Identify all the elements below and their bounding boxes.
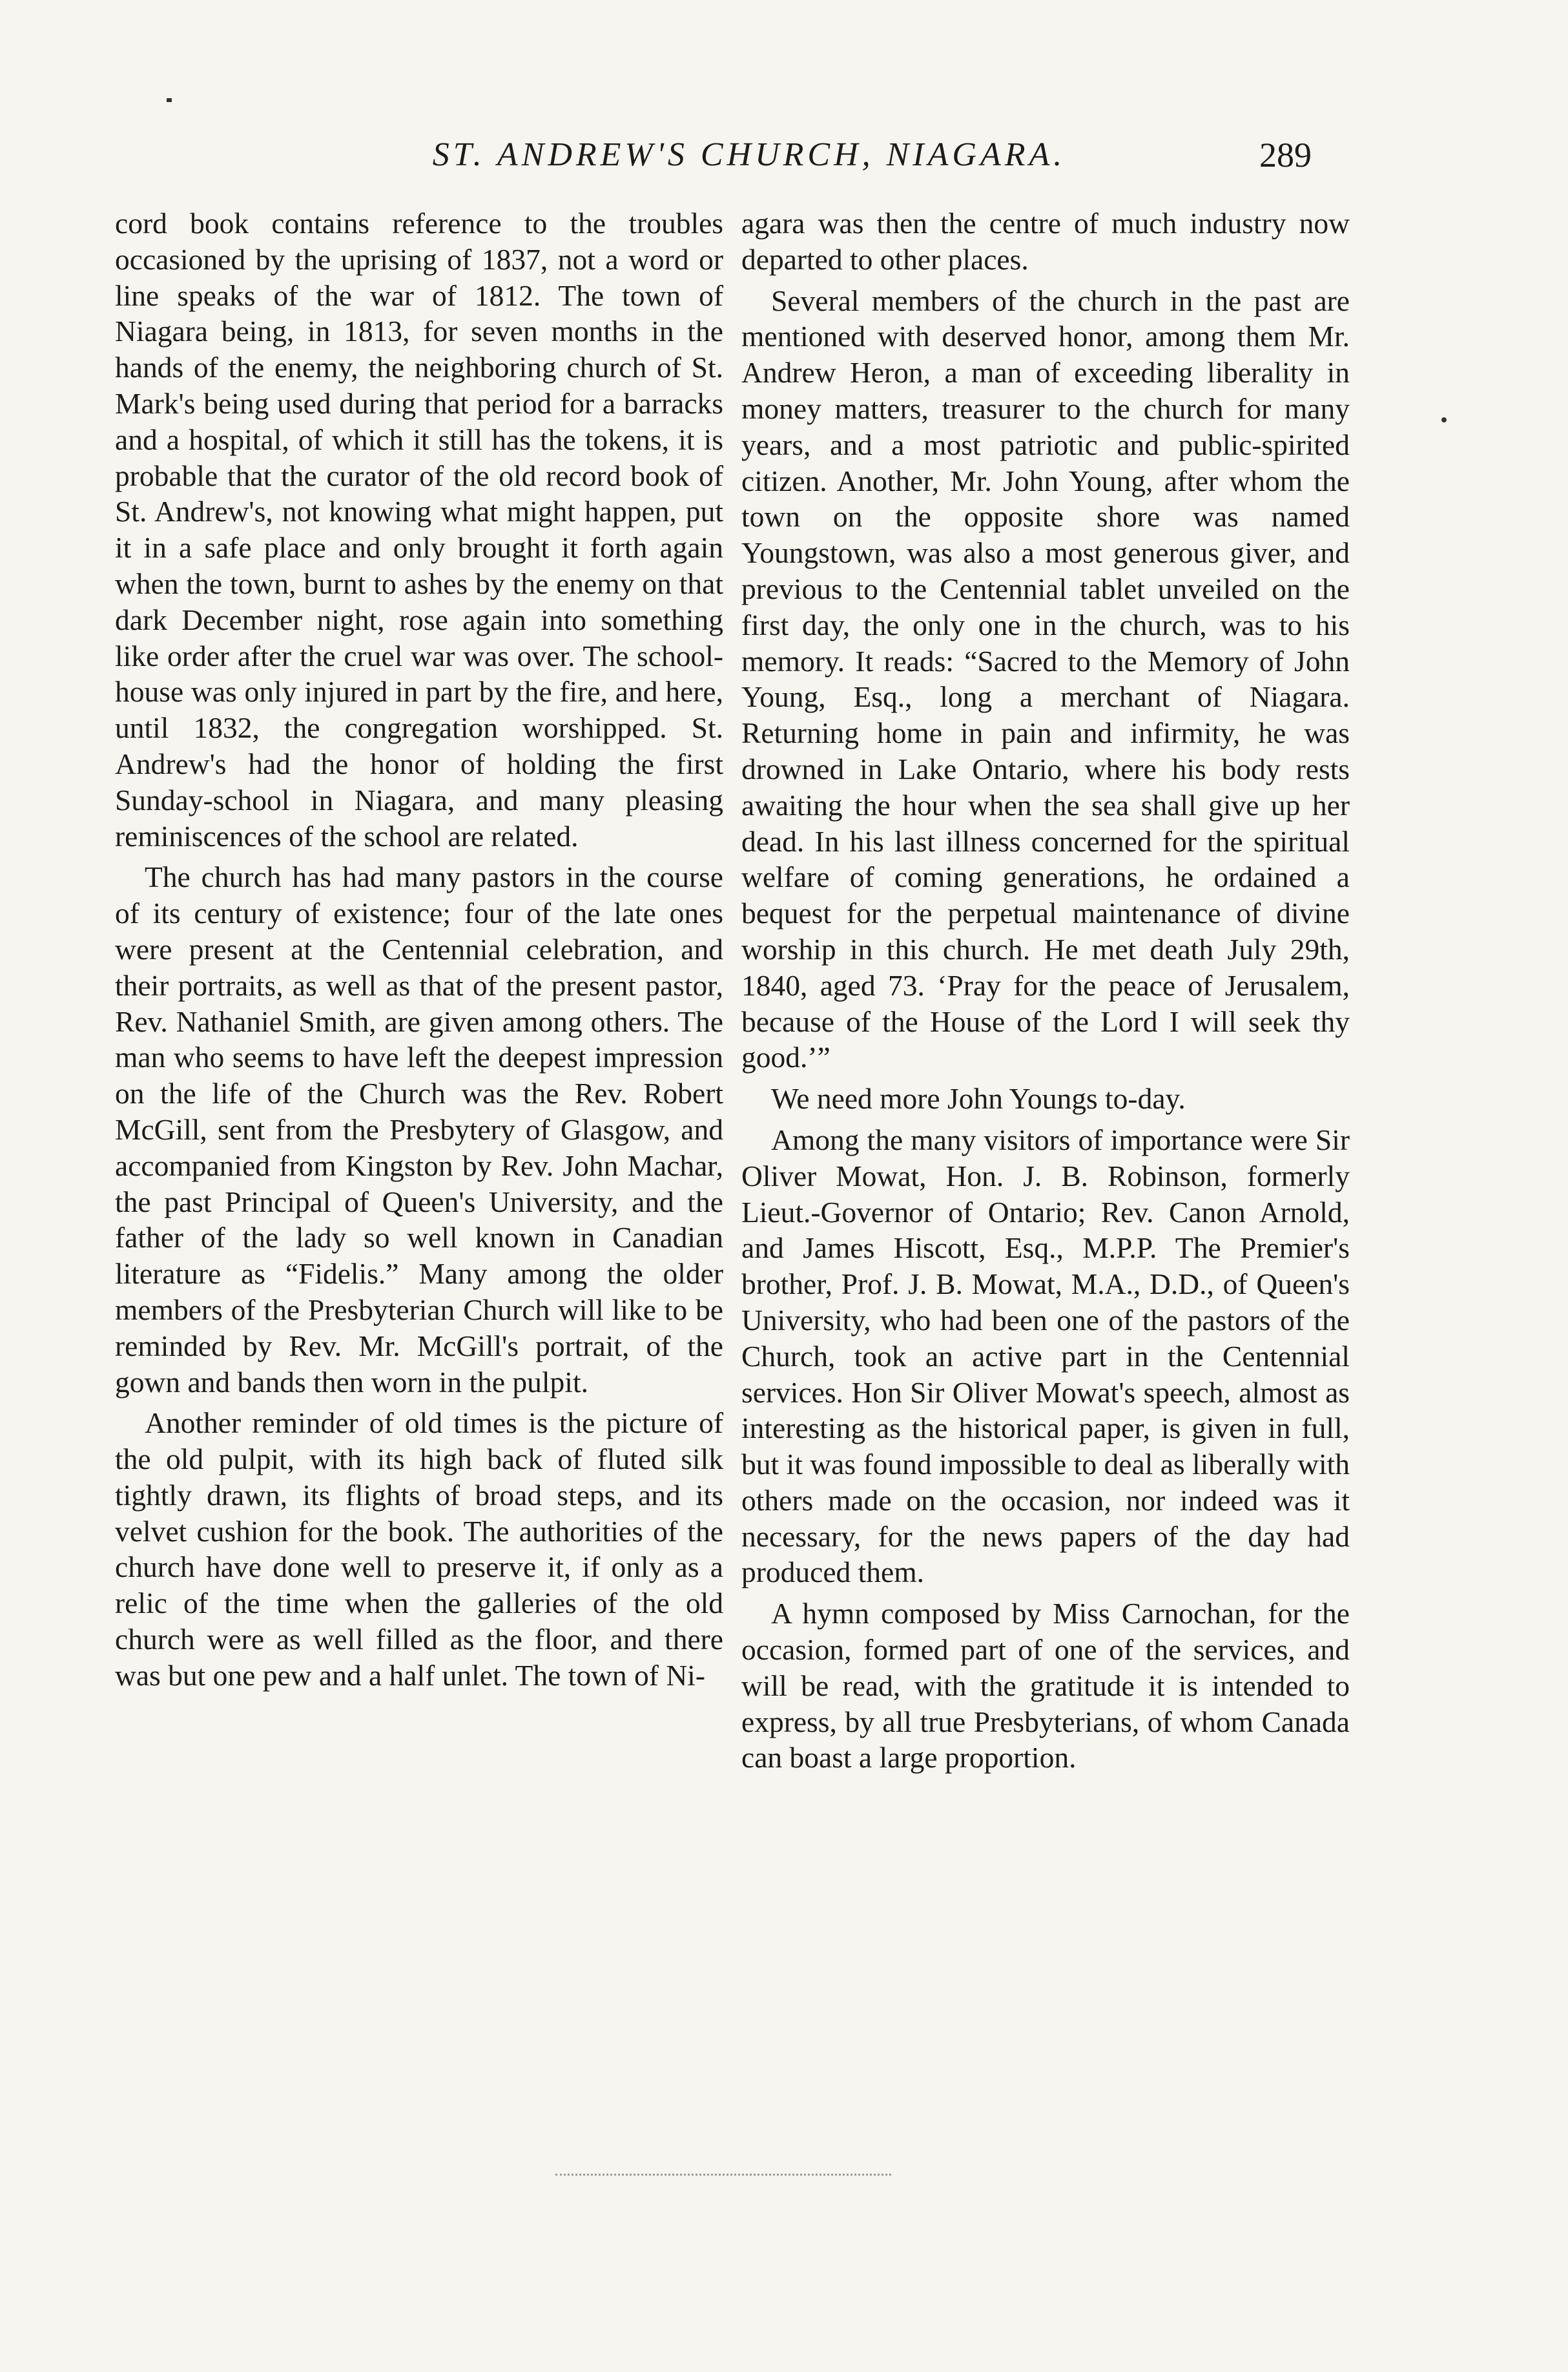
- paragraph-members: Several members of the church in the past are mentioned with deserved honor, among them Mr. Andrew Heron, a man of exceeding liberality in money matters, treasurer to the church for many years, and a most patriotic and public-spirited citizen. Another, Mr. John Young, after whom the town on the opposite shore was named Youngstown, was also a most generous giver, and previous to the Centennial tablet unveiled on the first day, the only one in the church, was to his memory. It reads: “Sacred to the Memory of John Young, Esq., long a merchant of Niagara. Returning home in pain and infirmity, he was drowned in Lake Ontario, where his body rests awaiting the hour when the sea shall give up her dead. In his last illness concerned for the spiritual welfare of coming generations, he ordained a bequest for the perpetual maintenance of divine worship in this church. He met death July 29th, 1840, aged 73. ‘Pray for the peace of Jerusalem, because of the House of the Lord I will seek thy good.’”: [741, 284, 1350, 1074]
- end-rule: [555, 2174, 891, 2176]
- paragraph-industry: agara was then the centre of much industry now departed to other places.: [741, 207, 1350, 276]
- page-number: 289: [1259, 136, 1312, 174]
- print-mark: [167, 98, 172, 102]
- paragraph-john-youngs: We need more John Youngs to-day.: [771, 1082, 1186, 1116]
- paragraph-pastors: The church has had many pastors in the course of its century of existence; four of the late ones were present at the Centennial celebration, and their portraits, as well as that of the present pastor, Rev. Nathaniel Smith, are given among others. The man who seems to have left the deepest impression on the life of the Church was the Rev. Robert McGill, sent from the Presbytery of Glasgow, and accompanied from Kingston by Rev. John Machar, the past Principal of Queen's University, and the father of the lady so well known in Canadian literature as “Fidelis.” Many among the older members of the Presbyterian Church will like to be reminded by Rev. Mr. McGill's portrait, of the gown and bands then worn in the pulpit.: [115, 860, 723, 1399]
- paragraph-record-book: cord book contains reference to the troubles occasioned by the uprising of 1837, not a word or line speaks of the war of 1812. The town of Niagara being, in 1813, for seven months in the hands of the enemy, the neighboring church of St. Mark's being used during that period for a barracks and a hospital, of which it still has the tokens, it is probable that the curator of the old record book of St. Andrew's, not knowing what might happen, put it in a safe place and only brought it forth again when the town, burnt to ashes by the enemy on that dark December night, rose again into something like order after the cruel war was over. The school-house was only injured in part by the fire, and here, until 1832, the congregation worshipped. St. Andrew's had the honor of holding the first Sunday-school in Niagara, and many pleasing reminiscences of the school are related.: [115, 207, 723, 853]
- running-title: ST. ANDREW'S CHURCH, NIAGARA.: [432, 136, 1066, 173]
- left-column: [115, 205, 723, 1699]
- right-column: [741, 205, 1350, 1781]
- page-header: [0, 129, 1568, 181]
- paragraph-old-pulpit: Another reminder of old times is the picture of the old pulpit, with its high back of fluted silk tightly drawn, its flights of broad steps, and its velvet cushion for the book. The authorities of the church have done well to preserve it, if only as a relic of the time when the galleries of the old church were as well filled as the floor, and there was but one pew and a half unlet. The town of Ni-: [115, 1406, 723, 1692]
- paragraph-hymn: A hymn composed by Miss Carnochan, for the occasion, formed part of one of the services, and will be read, with the gratitude it is intended to express, by all true Presbyterians, of whom Canada can boast a large proportion.: [741, 1597, 1350, 1774]
- paragraph-visitors: Among the many visitors of importance were Sir Oliver Mowat, Hon. J. B. Robinson, formerly Lieut.-Governor of Ontario; Rev. Canon Arnold, and James Hiscott, Esq., M.P.P. The Premier's brother, Prof. J. B. Mowat, M.A., D.D., of Queen's University, who had been one of the pastors of the Church, took an active part in the Centennial services. Hon Sir Oliver Mowat's speech, almost as interesting as the historical paper, is given in full, but it was found impossible to deal as liberally with others made on the occasion, nor indeed was it necessary, for the news papers of the day had produced them.: [741, 1123, 1350, 1589]
- margin-speck: [1441, 417, 1447, 422]
